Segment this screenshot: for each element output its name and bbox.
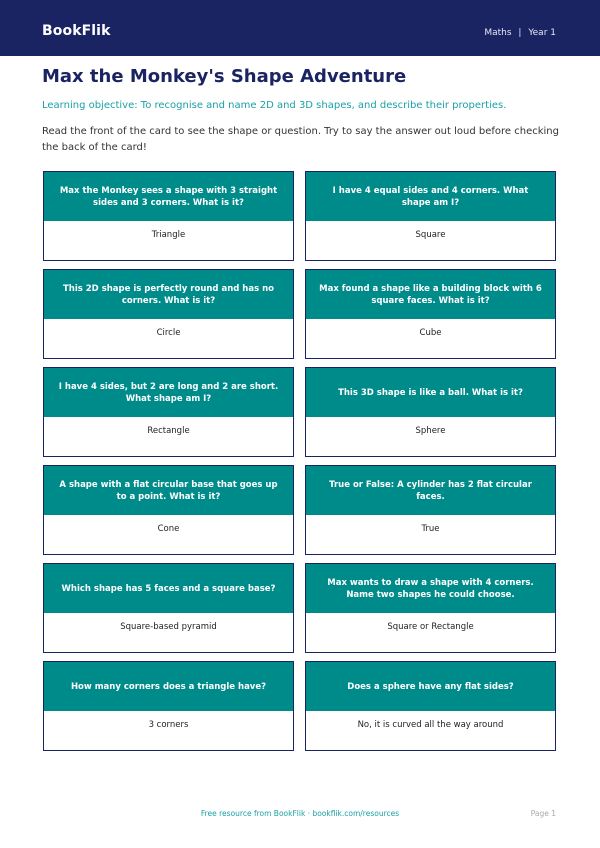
- flashcard: [43, 465, 294, 555]
- flashcard: [43, 661, 294, 751]
- flashcard: [305, 269, 556, 359]
- instructions-text: Read the front of the card to see the shape or question. Try to say the answer out loud before checking the back of the card!: [42, 126, 559, 153]
- brand-logo-text: BookFlik: [42, 23, 111, 39]
- footer-credit: Free resource from BookFlik · bookflik.com/resources: [200, 809, 400, 818]
- year-label: Year 1: [528, 28, 556, 38]
- page-number: Page 1: [530, 809, 556, 818]
- card-back-answer: Square or Rectangle: [387, 622, 474, 632]
- card-back-answer: 3 corners: [148, 720, 189, 730]
- card-back-answer: Cube: [419, 328, 442, 338]
- card-back-answer: Cone: [157, 524, 180, 534]
- card-back-answer: Triangle: [151, 230, 186, 240]
- card-front-question: Max found a shape like a building block with 6 square faces. What is it?: [306, 270, 555, 319]
- card-front-question: This 2D shape is perfectly round and has no corners. What is it?: [44, 270, 293, 319]
- learning-objective: Learning objective: To recognise and name 2D and 3D shapes, and describe their properties.: [42, 100, 507, 111]
- card-back-answer: Sphere: [415, 426, 446, 436]
- flashcard: [43, 367, 294, 457]
- card-front-question: Which shape has 5 faces and a square base?: [44, 564, 293, 613]
- card-front-question: True or False: A cylinder has 2 flat circular faces.: [306, 466, 555, 515]
- card-front-question: Max wants to draw a shape with 4 corners. Name two shapes he could choose.: [306, 564, 555, 613]
- card-row: [43, 171, 557, 269]
- flashcard: [43, 269, 294, 359]
- flashcard: [43, 171, 294, 261]
- flashcard-grid: [43, 171, 557, 759]
- card-front-question: Max the Monkey sees a shape with 3 straight sides and 3 corners. What is it?: [44, 172, 293, 221]
- card-back-answer: Rectangle: [147, 426, 190, 436]
- card-front-question: This 3D shape is like a ball. What is it?: [306, 368, 555, 417]
- flashcard: [43, 563, 294, 653]
- meta-separator: |: [518, 28, 522, 38]
- page-title: Max the Monkey's Shape Adventure: [42, 66, 407, 87]
- card-front-question: I have 4 sides, but 2 are long and 2 are short. What shape am I?: [44, 368, 293, 417]
- card-back-answer: Circle: [156, 328, 181, 338]
- card-front-question: I have 4 equal sides and 4 corners. What shape am I?: [306, 172, 555, 221]
- subject-label: Maths: [484, 28, 512, 38]
- card-row: [43, 563, 557, 661]
- subject-year-label: [484, 28, 556, 38]
- card-back-answer: No, it is curved all the way around: [357, 720, 504, 730]
- flashcard: [305, 563, 556, 653]
- card-row: [43, 367, 557, 465]
- top-banner: [0, 0, 600, 56]
- card-back-answer: True: [421, 524, 440, 534]
- flashcard: [305, 465, 556, 555]
- flashcard: [305, 171, 556, 261]
- card-back-answer: Square: [415, 230, 446, 240]
- card-row: [43, 465, 557, 563]
- card-back-answer: Square-based pyramid: [120, 622, 217, 632]
- card-row: [43, 269, 557, 367]
- card-front-question: A shape with a flat circular base that goes up to a point. What is it?: [44, 466, 293, 515]
- card-row: [43, 661, 557, 759]
- flashcard: [305, 367, 556, 457]
- card-front-question: Does a sphere have any flat sides?: [306, 662, 555, 711]
- flashcard: [305, 661, 556, 751]
- card-front-question: How many corners does a triangle have?: [44, 662, 293, 711]
